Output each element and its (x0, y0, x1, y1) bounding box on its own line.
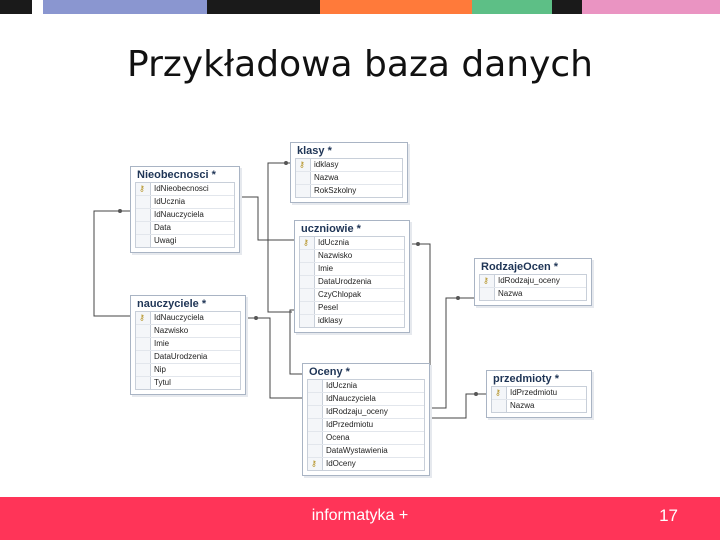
table-title: uczniowie * (301, 223, 361, 235)
table-title: Oceny * (309, 366, 350, 378)
footer-text: informatyka + (311, 507, 409, 524)
field-row: Data (136, 222, 234, 235)
field-row: ⚷ IdOceny (308, 458, 424, 470)
field-row: Uwagi (136, 235, 234, 247)
field-row: IdNauczyciela (136, 209, 234, 222)
field-row: ⚷ IdNieobecnosci (136, 183, 234, 196)
rel-end-key (118, 209, 122, 213)
table-title: klasy * (297, 145, 332, 157)
field-row: DataUrodzenia (300, 276, 404, 289)
key-icon: ⚷ (139, 184, 145, 193)
field-row: ⚷ IdNauczyciela (136, 312, 240, 325)
rel-end-key (474, 392, 478, 396)
field-row: ⚷ IdRodzaju_oceny (480, 275, 586, 288)
table-title: RodzajeOcen * (481, 261, 559, 273)
field-row: CzyChlopak (300, 289, 404, 302)
field-row: IdUcznia (308, 380, 424, 393)
field-row: ⚷ IdUcznia (300, 237, 404, 250)
table-klasy[interactable] (290, 142, 408, 203)
rel-przedmioty-oceny (432, 394, 486, 418)
field-row: ⚷ idklasy (296, 159, 402, 172)
field-row: Nazwa (296, 172, 402, 185)
table-oceny[interactable] (302, 363, 430, 476)
table-title: nauczyciele * (137, 298, 207, 310)
field-row: Nazwisko (300, 250, 404, 263)
key-icon: ⚷ (483, 276, 489, 285)
table-uczniowie[interactable] (294, 220, 410, 333)
field-row: idklasy (300, 315, 404, 327)
field-row: IdNauczyciela (308, 393, 424, 406)
field-row: IdRodzaju_oceny (308, 406, 424, 419)
field-row: Nazwisko (136, 325, 240, 338)
slide-title: Przykładowa baza danych (127, 44, 593, 85)
footer-bar (0, 497, 720, 540)
key-icon: ⚷ (495, 388, 501, 397)
field-row: RokSzkolny (296, 185, 402, 197)
page-number: 17 (659, 506, 678, 525)
field-row: DataWystawienia (308, 445, 424, 458)
rel-klasy-uczniowie (268, 163, 292, 312)
field-row: Ocena (308, 432, 424, 445)
rel-end-key (284, 161, 288, 165)
field-row: Nip (136, 364, 240, 377)
key-icon: ⚷ (311, 459, 317, 468)
table-nauczyciele[interactable] (130, 295, 246, 395)
rel-nieobecnosci-nauczyciele (94, 211, 130, 316)
field-row: Nazwa (492, 400, 586, 412)
rel-end-key (456, 296, 460, 300)
field-row: IdPrzedmiotu (308, 419, 424, 432)
rel-rodzajeocen-oceny (430, 298, 474, 408)
field-row: Tytul (136, 377, 240, 389)
field-row: ⚷ IdPrzedmiotu (492, 387, 586, 400)
table-title: Nieobecnosci * (137, 169, 216, 181)
rel-end-key (416, 242, 420, 246)
key-icon: ⚷ (139, 313, 145, 322)
table-title: przedmioty * (493, 373, 560, 385)
key-icon: ⚷ (303, 238, 309, 247)
field-row: Pesel (300, 302, 404, 315)
table-nieobecnosci[interactable] (130, 166, 240, 253)
field-row: Nazwa (480, 288, 586, 300)
field-row: DataUrodzenia (136, 351, 240, 364)
field-row: IdUcznia (136, 196, 234, 209)
field-row: Imie (300, 263, 404, 276)
table-rodzajeocen[interactable] (474, 258, 592, 306)
table-przedmioty[interactable] (486, 370, 592, 418)
key-icon: ⚷ (299, 160, 305, 169)
rel-end-key (254, 316, 258, 320)
field-row: Imie (136, 338, 240, 351)
